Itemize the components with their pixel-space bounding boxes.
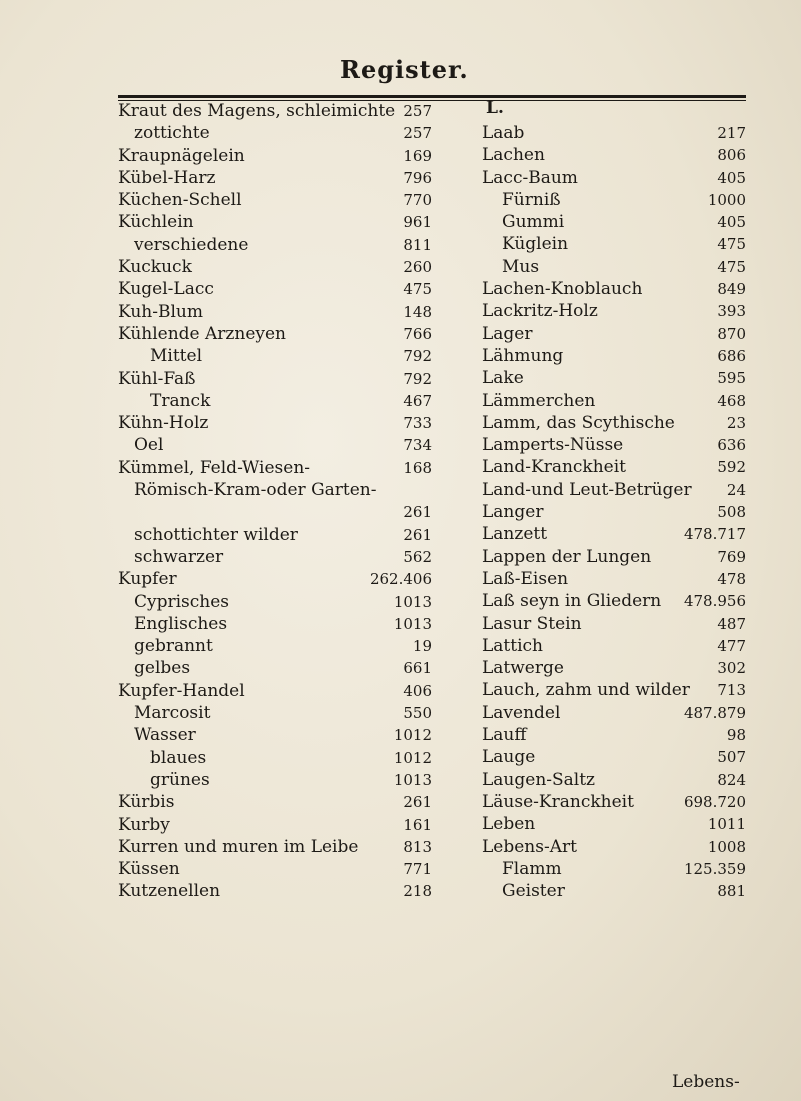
entry-term: gebrannt (134, 636, 213, 657)
entry-term: Kuckuck (118, 257, 192, 278)
entry-term: Lähmung (482, 345, 564, 366)
entry-page-number: 733 (403, 414, 432, 433)
entry-page-number: 1008 (707, 837, 746, 856)
entry-term: Kraut des Magens, schleimichte (118, 101, 396, 121)
index-entry (118, 769, 438, 791)
index-entry (446, 456, 746, 478)
entry-page-number: 550 (403, 704, 432, 723)
entry-page-number: 796 (403, 168, 432, 187)
entry-page-number: 475 (717, 235, 746, 254)
index-entry (446, 769, 746, 791)
index-entry (446, 746, 746, 768)
entry-term: Lachen-Knoblauch (482, 279, 643, 300)
index-entry (118, 836, 438, 858)
entry-term: Lasur Stein (482, 613, 582, 634)
entry-term: Lämmerchen (482, 390, 596, 411)
index-entry (118, 368, 438, 390)
entry-term: Kuh-Blum (118, 301, 203, 322)
entry-term: Kupfer-Handel (118, 680, 245, 701)
entry-page-number: 792 (403, 369, 432, 388)
entry-term: Lanzett (482, 524, 548, 545)
index-column-right (446, 122, 746, 902)
entry-page-number: 257 (403, 102, 432, 120)
entry-page-number: 487.879 (683, 703, 746, 722)
entry-page-number: 766 (403, 324, 432, 343)
index-entry (446, 300, 746, 322)
index-entry (118, 657, 438, 679)
entry-page-number: 686 (717, 346, 746, 365)
entry-page-number: 478.956 (683, 592, 746, 611)
entry-page-number: 1012 (393, 748, 432, 767)
index-entry (118, 791, 438, 813)
entry-term: Kübel-Harz (118, 167, 216, 188)
index-entry (118, 211, 438, 233)
entry-page-number: 261 (403, 525, 432, 544)
index-entry (118, 390, 438, 412)
index-entry (118, 880, 438, 902)
entry-page-number: 769 (717, 547, 746, 566)
index-entry (118, 747, 438, 769)
entry-page-number: 262.406 (369, 570, 432, 589)
index-entry (446, 724, 746, 746)
entry-term: Land-und Leut-Betrüger (482, 479, 692, 500)
index-entry (118, 524, 438, 546)
entry-page-number: 477 (717, 636, 746, 655)
entry-term: Oel (134, 435, 164, 456)
entry-term: Lacc-Baum (482, 167, 578, 188)
entry-page-number: 393 (717, 302, 746, 321)
index-entry (118, 345, 438, 367)
index-entry (446, 568, 746, 590)
entry-term: Laab (482, 123, 525, 143)
entry-term: Lachen (482, 145, 545, 166)
entry-page-number: 824 (717, 770, 746, 789)
index-entry (446, 880, 746, 902)
index-entry (118, 702, 438, 724)
entry-page-number: 468 (717, 391, 746, 410)
entry-page-number: 870 (717, 324, 746, 343)
entry-page-number: 257 (403, 124, 432, 143)
index-entry (446, 167, 746, 189)
index-entry (446, 702, 746, 724)
index-entry (118, 635, 438, 657)
page-title: Register. (340, 55, 469, 84)
entry-page-number: 1012 (393, 726, 432, 745)
entry-page-number: 406 (403, 681, 432, 700)
entry-page-number: 811 (403, 235, 432, 254)
index-entry (446, 233, 746, 255)
entry-page-number: 467 (403, 391, 432, 410)
entry-term: Lamperts-Nüsse (482, 435, 624, 456)
entry-page-number: 771 (403, 860, 432, 879)
index-entry (446, 122, 746, 144)
entry-term: Tranck (150, 390, 211, 411)
index-entry (118, 301, 438, 323)
index-entry (446, 836, 746, 858)
index-entry (446, 679, 746, 701)
entry-page-number: 169 (403, 146, 432, 165)
index-entry (446, 144, 746, 166)
index-entry (446, 278, 746, 300)
entry-page-number: 260 (403, 258, 432, 277)
entry-term: Kürbis (118, 792, 175, 813)
index-entry (118, 167, 438, 189)
entry-page-number: 125.359 (683, 859, 746, 878)
entry-page-number: 806 (717, 146, 746, 165)
entry-page-number: 168 (403, 458, 432, 477)
entry-term: Römisch-Kram-oder Garten- (134, 480, 377, 501)
index-entry (118, 814, 438, 836)
entry-term: Küchlein (118, 212, 194, 233)
entry-page-number: 698.720 (683, 792, 746, 811)
entry-page-number: 261 (403, 503, 432, 522)
entry-term: Küchen-Schell (118, 190, 242, 211)
entry-page-number: 23 (726, 413, 746, 432)
entry-page-number: 161 (403, 815, 432, 834)
index-entry (118, 323, 438, 345)
index-entry (446, 501, 746, 523)
index-entry (118, 145, 438, 167)
entry-page-number: 487 (717, 614, 746, 633)
entry-term: Geister (502, 881, 565, 902)
entry-term: Leben (482, 814, 536, 835)
entry-term: Kümmel, Feld-Wiesen- (118, 457, 311, 478)
index-entry (118, 234, 438, 256)
index-entry (118, 568, 438, 590)
entry-page-number: 636 (717, 436, 746, 455)
index-column-left (118, 100, 438, 903)
entry-page-number: 562 (403, 547, 432, 566)
entry-page-number: 813 (403, 837, 432, 856)
entry-term: Lager (482, 323, 533, 344)
entry-page-number: 661 (403, 659, 432, 678)
index-entry (446, 858, 746, 880)
entry-term: Mittel (150, 346, 203, 367)
entry-term: Lackritz-Holz (482, 301, 598, 322)
index-entry (446, 367, 746, 389)
entry-term: Kurren und muren im Leibe (118, 836, 359, 857)
entry-term: Laugen-Saltz (482, 769, 596, 790)
entry-page-number: 1013 (393, 770, 432, 789)
entry-page-number: 302 (717, 659, 746, 678)
entry-term: zottichte (134, 123, 210, 144)
entry-page-number: 849 (717, 280, 746, 299)
index-entry (118, 278, 438, 300)
entry-term: gelbes (134, 658, 191, 679)
entry-page-number: 24 (726, 480, 746, 499)
entry-term: Lavendel (482, 702, 561, 723)
index-entry (118, 457, 438, 479)
entry-term: schwarzer (134, 546, 224, 567)
entry-term: Land-Kranckheit (482, 457, 627, 478)
entry-term: Latwerge (482, 658, 564, 679)
entry-term: Englisches (134, 613, 228, 634)
entry-term: Lattich (482, 635, 543, 656)
entry-page-number: 792 (403, 347, 432, 366)
index-entry (446, 791, 746, 813)
entry-page-number: 1013 (393, 614, 432, 633)
entry-term: blaues (150, 747, 207, 768)
index-entry (118, 546, 438, 568)
index-entry (446, 590, 746, 612)
index-entry (118, 591, 438, 613)
index-entry (446, 813, 746, 835)
index-entry (118, 858, 438, 880)
entry-page-number: 475 (403, 280, 432, 299)
section-letter: L. (486, 98, 504, 118)
entry-term: Kühl-Faß (118, 368, 196, 389)
entry-term: Laß seyn in Gliedern (482, 591, 662, 612)
entry-term: Läuse-Kranckheit (482, 791, 634, 812)
index-entry (118, 412, 438, 434)
entry-term: Küssen (118, 859, 180, 880)
entry-term: Kühn-Holz (118, 413, 209, 434)
entry-term: Gummi (502, 212, 565, 233)
entry-page-number: 405 (717, 168, 746, 187)
entry-term: Mus (502, 256, 540, 277)
index-entry (118, 434, 438, 456)
index-entry (446, 323, 746, 345)
index-entry (118, 724, 438, 746)
entry-page-number: 508 (717, 503, 746, 522)
entry-term: Kugel-Lacc (118, 279, 214, 300)
entry-page-number: 218 (403, 882, 432, 901)
entry-page-number: 595 (717, 369, 746, 388)
index-entry (446, 390, 746, 412)
index-entry (118, 256, 438, 278)
entry-page-number: 734 (403, 436, 432, 455)
entry-term: Lauff (482, 725, 527, 746)
entry-term: Küglein (502, 234, 569, 255)
index-entry (446, 434, 746, 456)
index-entry (446, 345, 746, 367)
index-entry (118, 100, 438, 122)
index-entry (118, 613, 438, 635)
entry-term: Langer (482, 502, 544, 523)
entry-page-number: 217 (717, 124, 746, 142)
entry-term: Kraupnägelein (118, 145, 245, 166)
index-entry (446, 412, 746, 434)
entry-page-number: 961 (403, 213, 432, 232)
header-rule (118, 95, 746, 98)
index-entry (446, 256, 746, 278)
entry-page-number: 1011 (707, 815, 746, 834)
entry-term: Marcosit (134, 703, 211, 724)
index-entry (118, 479, 438, 501)
entry-page-number: 507 (717, 748, 746, 767)
entry-page-number: 1000 (707, 190, 746, 209)
entry-page-number: 478 (717, 569, 746, 588)
index-entry (118, 122, 438, 144)
entry-page-number: 98 (726, 726, 746, 745)
entry-term: Lake (482, 368, 524, 389)
entry-page-number: 713 (717, 681, 746, 700)
index-entry (446, 546, 746, 568)
entry-term: Lappen der Lungen (482, 546, 652, 567)
index-entry (118, 680, 438, 702)
index-entry (118, 501, 438, 523)
entry-page-number: 478.717 (683, 525, 746, 544)
entry-term: grünes (150, 769, 210, 790)
index-entry (446, 635, 746, 657)
entry-term: Wasser (134, 725, 196, 746)
entry-term: Kurby (118, 814, 170, 835)
index-entry (446, 479, 746, 501)
entry-page-number: 261 (403, 793, 432, 812)
entry-term: Laß-Eisen (482, 568, 569, 589)
entry-term: Kutzenellen (118, 881, 221, 902)
entry-term: Lauge (482, 747, 536, 768)
entry-term: Kupfer (118, 569, 177, 590)
entry-term: Lamm, das Scythische (482, 412, 675, 433)
entry-term: verschiedene (134, 234, 249, 255)
entry-term: Cyprisches (134, 591, 230, 612)
index-entry (118, 189, 438, 211)
entry-term: Kühlende Arzneyen (118, 323, 286, 344)
entry-term: Lauch, zahm und wilder (482, 680, 690, 701)
entry-term: Lebens-Art (482, 836, 577, 857)
entry-page-number: 1013 (393, 592, 432, 611)
index-entry (446, 523, 746, 545)
index-entry (446, 189, 746, 211)
entry-page-number: 475 (717, 257, 746, 276)
entry-page-number: 19 (412, 637, 432, 656)
entry-term: Fürniß (502, 189, 561, 210)
entry-page-number: 405 (717, 213, 746, 232)
entry-page-number: 592 (717, 458, 746, 477)
entry-page-number: 881 (717, 882, 746, 901)
index-entry (446, 613, 746, 635)
catchword: Lebens- (672, 1072, 740, 1092)
entry-page-number: 770 (403, 191, 432, 210)
entry-term: schottichter wilder (134, 524, 298, 545)
index-entry (446, 657, 746, 679)
entry-term: Flamm (502, 858, 562, 879)
entry-page-number: 148 (403, 302, 432, 321)
index-entry (446, 211, 746, 233)
